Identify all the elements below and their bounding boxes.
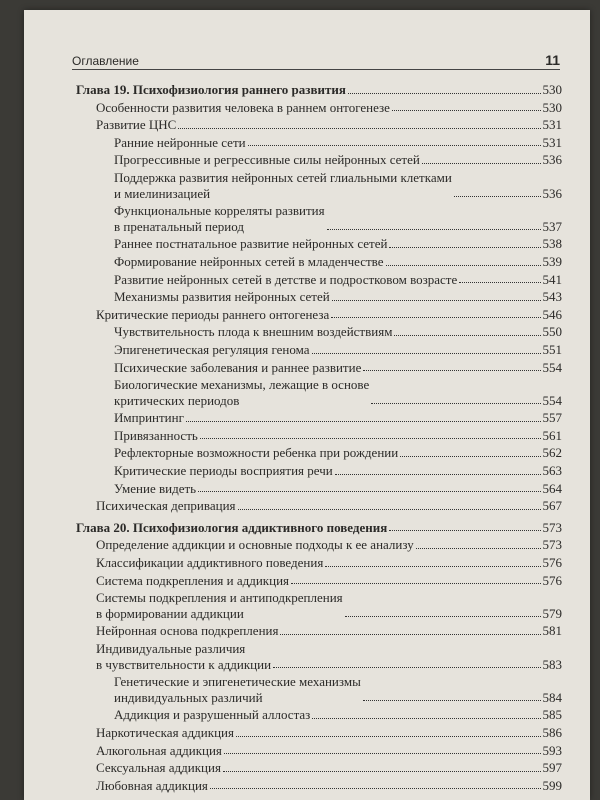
toc-entry-title-line: Поддержка развития нейронных сетей глиальными клетками <box>114 169 452 185</box>
dot-leader <box>186 421 541 422</box>
toc-entry-title-line: Развитие нейронных сетей в детстве и подростковом возрасте <box>114 271 458 287</box>
toc-entry-title <box>96 778 208 794</box>
toc-entry-title <box>96 555 323 571</box>
dot-leader <box>422 163 541 164</box>
toc-entry-page: 573 <box>542 519 562 535</box>
toc-entry-title <box>96 725 234 741</box>
toc-entry-page: 530 <box>542 99 562 115</box>
dot-leader <box>273 667 540 668</box>
toc-entry-title-line: Глава 19. Психофизиология раннего развития <box>76 82 346 97</box>
toc-entry-title <box>114 377 369 408</box>
toc-entry-title-line: Функциональные корреляты развития <box>114 203 325 219</box>
toc-entry-page: 554 <box>542 392 562 408</box>
toc-entry-title-line: Аддикция и разрушенный аллостаз <box>114 707 311 723</box>
toc-entry-title-line: Критические периоды раннего онтогенеза <box>96 306 330 322</box>
dot-leader <box>400 456 540 457</box>
toc-entry-title <box>96 573 289 589</box>
toc-entry-title-line: Механизмы развития нейронных сетей <box>114 289 330 305</box>
dot-leader <box>312 353 541 354</box>
toc-entry-page: 599 <box>542 777 562 793</box>
toc-entry-title-line: Глава 20. Психофизиология аддиктивного поведения <box>76 519 388 535</box>
dot-leader <box>332 300 541 301</box>
dot-leader <box>224 753 541 754</box>
toc-entry-page: 563 <box>542 463 562 479</box>
dot-leader <box>327 229 541 230</box>
toc-entry-title <box>114 170 452 201</box>
toc-entry <box>76 170 562 201</box>
toc-entry-page: 562 <box>542 445 562 461</box>
toc-entry-page: 531 <box>542 117 562 133</box>
toc-entry-page: 546 <box>542 306 562 322</box>
dot-leader <box>363 370 540 371</box>
dot-leader <box>331 317 540 318</box>
dot-leader <box>454 196 541 197</box>
toc-entry-title-line: и миелинизацией <box>114 185 211 201</box>
dot-leader <box>200 438 541 439</box>
dot-leader <box>238 509 541 510</box>
toc-entry-title-line: индивидуальных различий <box>114 689 263 705</box>
toc-entry-title <box>96 498 236 514</box>
dot-leader <box>363 700 541 701</box>
dot-leader <box>416 548 541 549</box>
toc-entry-page: 530 <box>542 82 562 97</box>
toc-entry-page: 543 <box>542 289 562 305</box>
toc-entry-title <box>76 82 346 98</box>
toc-entry <box>76 778 562 794</box>
dot-leader <box>312 718 540 719</box>
toc-entry-title-line: Импринтинг <box>114 410 184 426</box>
toc-entry <box>76 725 562 741</box>
dot-leader <box>325 566 540 567</box>
toc-entry-page: 564 <box>542 480 562 496</box>
dot-leader <box>178 128 540 129</box>
toc-entry-title-line: Развитие ЦНС <box>96 117 177 133</box>
dot-leader <box>459 282 540 283</box>
toc-entry <box>76 590 562 621</box>
toc-entry-title-line: Нейронная основа подкрепления <box>96 623 279 639</box>
toc-entry-title <box>96 641 271 672</box>
toc-entry <box>76 537 562 553</box>
toc-entry-title <box>114 360 361 376</box>
toc-entry-page: 581 <box>542 623 562 639</box>
toc-entry <box>76 410 562 426</box>
toc-entry <box>76 377 562 408</box>
toc-entry-page: 537 <box>542 218 562 234</box>
toc-entry-page: 584 <box>542 689 562 705</box>
toc-entry <box>76 555 562 571</box>
toc-entry-title <box>76 520 387 536</box>
page-number: 11 <box>545 52 560 68</box>
toc-entry <box>76 203 562 234</box>
toc-chapter-entry <box>76 520 562 536</box>
toc-entry <box>76 641 562 672</box>
dot-leader <box>345 616 541 617</box>
toc-entry <box>76 360 562 376</box>
table-of-contents <box>76 82 562 795</box>
section-title: Оглавление <box>72 54 139 68</box>
toc-entry-title <box>96 590 343 621</box>
toc-entry-title <box>114 674 361 705</box>
toc-entry-title <box>96 117 176 133</box>
toc-entry-page: 538 <box>542 236 562 252</box>
toc-entry-title-line: Любовная аддикция <box>96 777 208 793</box>
toc-entry <box>76 289 562 305</box>
toc-entry-page: 561 <box>542 427 562 443</box>
dot-leader <box>392 110 541 111</box>
toc-entry <box>76 760 562 776</box>
toc-entry-title <box>96 100 390 116</box>
dot-leader <box>236 736 541 737</box>
toc-entry-page: 567 <box>542 498 562 514</box>
toc-entry-title <box>114 410 184 426</box>
toc-entry <box>76 135 562 151</box>
toc-entry <box>76 272 562 288</box>
toc-entry-title-line: Системы подкрепления и антиподкрепления <box>96 590 343 606</box>
toc-entry-title-line: Психические заболевания и раннее развитие <box>114 359 362 375</box>
toc-entry-title-line: Формирование нейронных сетей в младенчестве <box>114 253 384 269</box>
toc-entry-title <box>114 289 330 305</box>
toc-entry <box>76 445 562 461</box>
toc-entry-title-line: в чувствительности к аддикции <box>96 656 272 672</box>
toc-entry-title-line: критических периодов <box>114 392 240 408</box>
toc-entry-title <box>114 203 325 234</box>
toc-entry-title <box>114 324 392 340</box>
toc-entry-title <box>114 342 310 358</box>
toc-entry-title-line: Раннее постнатальное развитие нейронных сетей <box>114 236 388 252</box>
toc-entry <box>76 100 562 116</box>
toc-entry-title <box>96 623 278 639</box>
toc-entry-title <box>114 272 457 288</box>
toc-entry-page: 541 <box>542 271 562 287</box>
dot-leader <box>335 474 541 475</box>
toc-entry-title-line: Особенности развития человека в раннем онтогенезе <box>96 99 390 115</box>
running-head <box>72 52 560 68</box>
toc-entry-title-line: Привязанность <box>114 427 198 443</box>
toc-entry-page: 536 <box>542 185 562 201</box>
toc-entry-title <box>114 463 333 479</box>
toc-entry <box>76 324 562 340</box>
toc-entry <box>76 152 562 168</box>
toc-entry <box>76 674 562 705</box>
toc-entry-page: 576 <box>542 555 562 571</box>
dot-leader <box>280 634 540 635</box>
dot-leader <box>386 265 541 266</box>
toc-entry-title-line: Прогрессивные и регрессивные силы нейронных сетей <box>114 152 420 168</box>
toc-entry-title-line: в пренатальный период <box>114 218 244 234</box>
book-page <box>24 10 590 800</box>
toc-entry-title-line: Эпигенетическая регуляция генома <box>114 341 310 357</box>
toc-entry-title <box>96 760 221 776</box>
toc-entry-title <box>114 707 310 723</box>
toc-entry <box>76 573 562 589</box>
toc-entry-title <box>114 481 196 497</box>
toc-entry-title <box>114 254 384 270</box>
toc-entry-page: 557 <box>542 410 562 426</box>
toc-entry-title-line: Определение аддикции и основные подходы к ее анализу <box>96 537 414 553</box>
toc-entry-title-line: Наркотическая аддикция <box>96 724 234 740</box>
toc-entry <box>76 342 562 358</box>
toc-entry-title <box>96 537 414 553</box>
toc-entry-title-line: Рефлекторные возможности ребенка при рождении <box>114 445 399 461</box>
dot-leader <box>371 403 540 404</box>
toc-entry-title-line: Ранние нейронные сети <box>114 134 246 150</box>
toc-entry-page: 550 <box>542 324 562 340</box>
dot-leader <box>291 583 540 584</box>
toc-entry-title-line: Генетические и эпигенетические механизмы <box>114 674 361 690</box>
dot-leader <box>223 771 541 772</box>
toc-entry-title-line: Умение видеть <box>114 480 197 496</box>
toc-entry-page: 531 <box>542 134 562 150</box>
toc-entry-title-line: Система подкрепления и аддикция <box>96 572 290 588</box>
toc-entry-title <box>114 135 246 151</box>
toc-entry <box>76 428 562 444</box>
toc-entry <box>76 236 562 252</box>
toc-entry-page: 551 <box>542 341 562 357</box>
toc-entry-title-line: Критические периоды восприятия речи <box>114 463 333 479</box>
toc-entry-page: 539 <box>542 253 562 269</box>
toc-entry <box>76 743 562 759</box>
dot-leader <box>348 93 541 94</box>
dot-leader <box>198 491 540 492</box>
toc-entry-page: 586 <box>542 724 562 740</box>
toc-entry-page: 597 <box>542 760 562 776</box>
toc-entry <box>76 117 562 133</box>
toc-entry-page: 576 <box>542 572 562 588</box>
toc-entry-page: 583 <box>542 656 562 672</box>
toc-entry-title <box>114 428 198 444</box>
toc-entry <box>76 707 562 723</box>
toc-entry-title-line: Психическая депривация <box>96 498 236 514</box>
dot-leader <box>389 530 540 531</box>
toc-entry-page: 573 <box>542 537 562 553</box>
toc-entry-title-line: Индивидуальные различия <box>96 641 246 656</box>
toc-entry-title-line: Биологические механизмы, лежащие в основе <box>114 377 370 393</box>
toc-entry-title-line: в формировании аддикции <box>96 605 244 621</box>
toc-entry <box>76 498 562 514</box>
toc-entry-title-line: Сексуальная аддикция <box>96 760 221 776</box>
dot-leader <box>394 335 540 336</box>
dot-leader <box>389 247 540 248</box>
toc-entry <box>76 623 562 639</box>
toc-entry-title <box>114 152 420 168</box>
toc-entry <box>76 481 562 497</box>
toc-entry-page: 585 <box>542 707 562 723</box>
toc-entry-title <box>114 445 398 461</box>
toc-entry-page: 593 <box>542 742 562 758</box>
toc-entry-title <box>96 743 222 759</box>
toc-entry-title-line: Алкогольная аддикция <box>96 742 222 758</box>
toc-chapter-entry <box>76 82 562 98</box>
toc-entry-title <box>114 236 387 252</box>
header-rule <box>72 69 560 70</box>
dot-leader <box>248 145 541 146</box>
toc-entry-page: 554 <box>542 359 562 375</box>
toc-entry-title <box>96 307 329 323</box>
toc-entry <box>76 463 562 479</box>
toc-entry <box>76 307 562 323</box>
toc-entry-title-line: Классификации аддиктивного поведения <box>96 555 324 571</box>
toc-entry-title-line: Чувствительность плода к внешним воздействиям <box>114 324 393 340</box>
toc-entry <box>76 254 562 270</box>
toc-entry-page: 579 <box>542 605 562 621</box>
toc-entry-page: 536 <box>542 152 562 168</box>
dot-leader <box>210 788 541 789</box>
